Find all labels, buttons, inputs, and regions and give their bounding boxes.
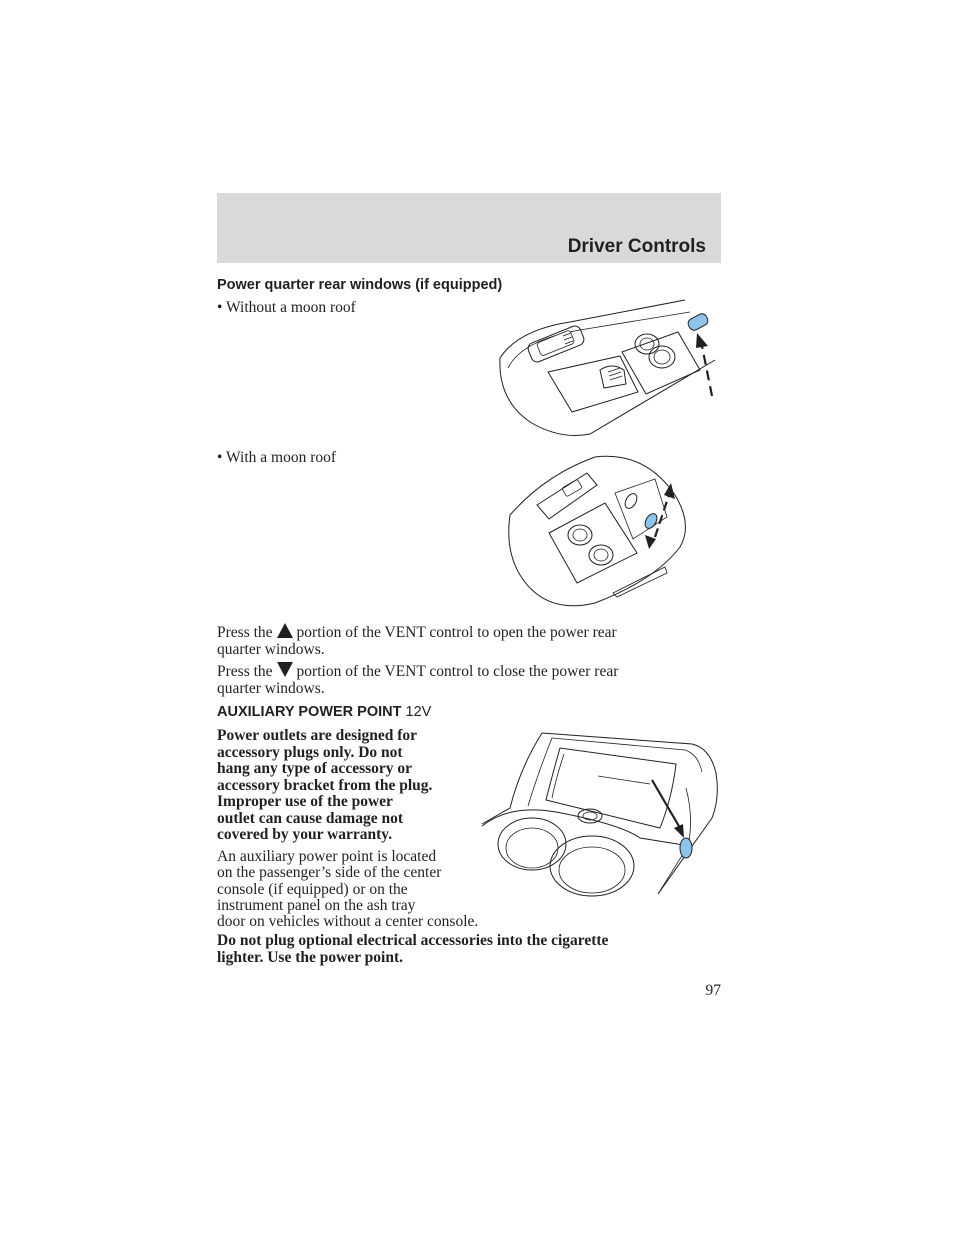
note-line: Do not plug optional electrical accessories into the cigarette [217, 932, 609, 949]
instruction-text: Press the [217, 663, 273, 680]
warning-line: accessory plugs only. Do not [217, 743, 403, 761]
body-line: console (if equipped) or on the [217, 880, 408, 898]
bullet-label: Without a moon roof [226, 299, 356, 316]
down-arrow-icon [277, 662, 293, 677]
note-line: lighter. Use the power point. [217, 948, 403, 966]
auxiliary-power-heading [217, 704, 431, 720]
bullet-label: With a moon roof [226, 449, 337, 466]
instruction-text: quarter windows. [217, 680, 325, 697]
body-line: door on vehicles without a center console. [217, 913, 479, 931]
cigarette-lighter-note [217, 933, 608, 966]
moon-roof-console-illustration [505, 455, 690, 610]
heading-voltage: 12V [405, 704, 432, 720]
bullet-without-moon-roof: • Without a moon roof [217, 299, 356, 316]
section-title: Driver Controls [567, 236, 706, 257]
instruction-text: quarter windows. [217, 641, 325, 658]
center-console-illustration [480, 728, 720, 898]
body-line: instrument panel on the ash tray [217, 896, 416, 914]
vent-close-instruction [217, 662, 717, 697]
instruction-text: Press the [217, 624, 273, 641]
heading-text: AUXILIARY POWER POINT [217, 704, 402, 720]
power-outlet-warning [217, 728, 432, 844]
warning-line: accessory bracket from the plug. [217, 776, 433, 794]
up-arrow-icon [277, 623, 293, 638]
warning-line: Improper use of the power [217, 793, 393, 810]
bullet-with-moon-roof: • With a moon roof [217, 449, 337, 466]
instruction-text: portion of the VENT control to open the power rear [296, 624, 617, 641]
warning-line: outlet can cause damage not [217, 809, 403, 827]
warning-line: Power outlets are designed for [217, 727, 418, 744]
page-number: 97 [705, 982, 721, 999]
instruction-text: portion of the VENT control to close the power rear [296, 663, 619, 680]
warning-line: covered by your warranty. [217, 826, 393, 843]
subsection-heading: Power quarter rear windows (if equipped) [217, 277, 503, 293]
body-line: on the passenger’s side of the center [217, 864, 442, 882]
body-line: An auxiliary power point is located [217, 848, 437, 865]
overhead-console-illustration [500, 300, 720, 440]
vent-open-instruction [217, 623, 717, 658]
power-point-description [217, 849, 478, 930]
warning-line: hang any type of accessory or [217, 760, 413, 777]
section-header-band [217, 193, 721, 263]
